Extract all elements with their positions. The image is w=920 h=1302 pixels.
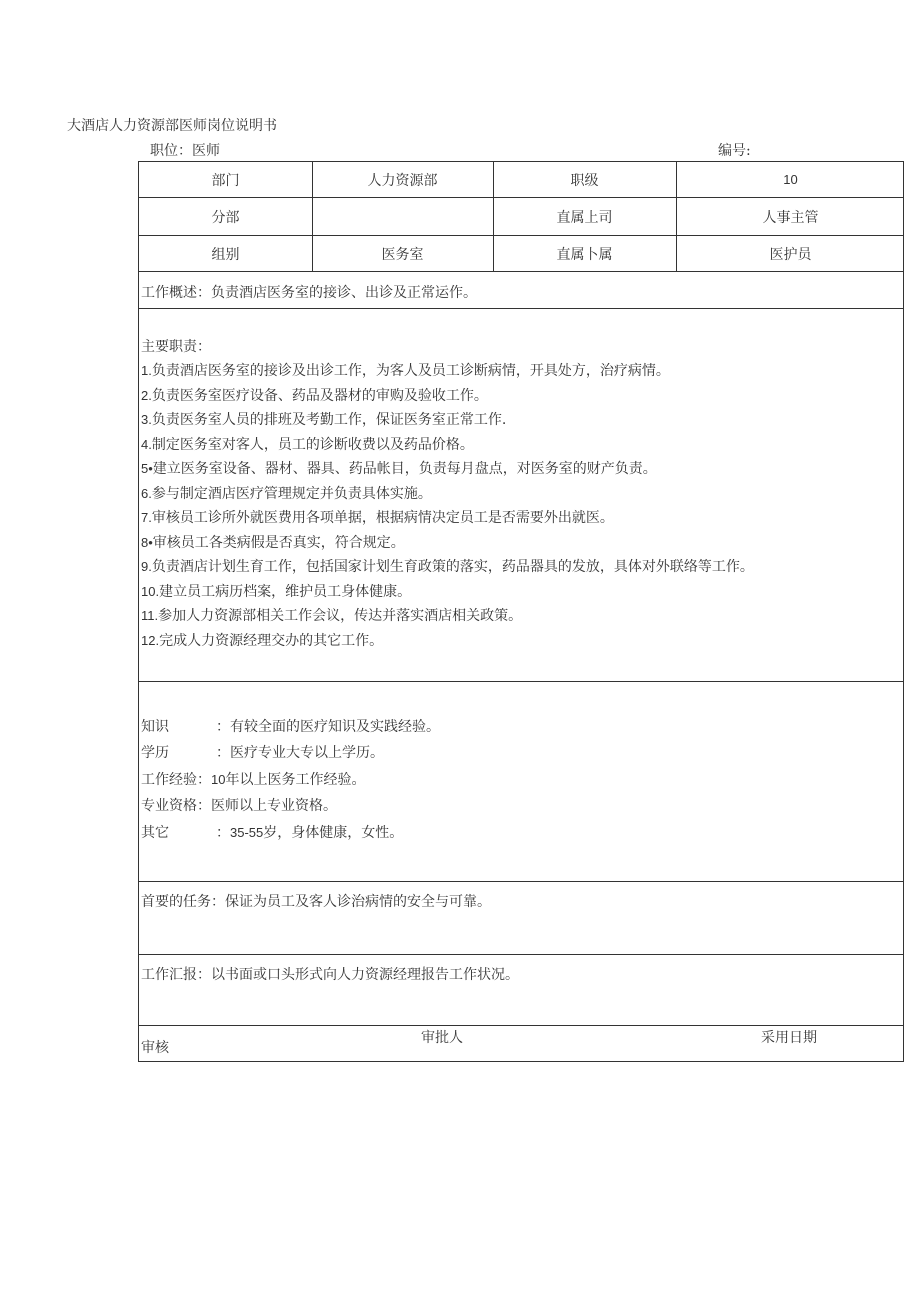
approver-label: 审批人	[421, 1030, 463, 1046]
header-label-subordinate: 直属卜属	[556, 246, 613, 263]
overview-text: 工作概述：负责酒店医务室的接诊、出诊及正常运作。	[141, 285, 477, 301]
position-label: 职位：医师	[150, 143, 220, 159]
duty-item: 12.完成人力资源经理交办的其它工作。	[141, 633, 384, 649]
grid-divider	[676, 162, 677, 272]
duty-item: 4.制定医务室对客人，员工的诊断收费以及药品价格。	[141, 437, 474, 453]
overview-section	[139, 272, 903, 309]
qualification-education: 学历 ：医疗专业大专以上学历。	[141, 745, 384, 761]
adopt-date-label: 采用日期	[761, 1030, 817, 1046]
primary-task-section	[139, 882, 903, 955]
grid-divider	[312, 162, 313, 272]
duty-item: 11.参加人力资源部相关工作会议，传达并落实酒店相关政策。	[141, 608, 523, 624]
document-title: 大酒店人力资源部医师岗位说明书	[67, 118, 277, 134]
signoff-section	[139, 1026, 903, 1063]
grid-divider	[493, 162, 494, 272]
header-value-supervisor: 人事主管	[762, 209, 819, 226]
job-description-table	[138, 161, 904, 1062]
header-label-supervisor: 直属上司	[556, 209, 613, 226]
duty-item: 9.负责酒店计划生育工作，包括国家计划生育政策的落实，药品器具的发放，具体对外联络等工作。	[141, 559, 754, 575]
header-row-division	[139, 198, 903, 236]
review-label: 审核	[141, 1040, 169, 1056]
duty-item: 2.负责医务室医疗设备、药品及器材的审购及验收工作。	[141, 388, 488, 404]
qualification-certification: 专业资格：医师以上专业资格。	[141, 798, 337, 814]
header-value-group: 医务室	[381, 246, 424, 263]
header-row-department	[139, 162, 903, 198]
primary-task-text: 首要的任务：保证为员工及客人诊治病情的安全与可靠。	[141, 894, 491, 910]
duty-item: 10.建立员工病历档案，维护员工身体健康。	[141, 584, 412, 600]
duties-section	[139, 309, 903, 682]
header-value-division	[312, 198, 493, 235]
header-label-grade: 职级	[570, 172, 599, 189]
header-value-subordinate: 医护员	[769, 246, 812, 263]
duty-item: 8•审核员工各类病假是否真实，符合规定。	[141, 535, 405, 551]
qualification-experience: 工作经验：10年以上医务工作经验。	[141, 772, 366, 788]
duty-item: 6.参与制定酒店医疗管理规定并负责具体实施。	[141, 486, 432, 502]
header-label-division: 分部	[211, 209, 240, 226]
header-value-department: 人力资源部	[367, 172, 438, 189]
qualifications-section	[139, 682, 903, 882]
header-value-grade: 10	[783, 172, 798, 187]
header-row-group	[139, 236, 903, 272]
duty-item: 3.负责医务室人员的排班及考勤工作，保证医务室正常工作.	[141, 412, 507, 428]
duty-item: 5•建立医务室设备、器材、器具、药品帐目，负责每月盘点，对医务室的财产负责。	[141, 461, 657, 477]
code-label: 编号:	[718, 143, 751, 159]
header-label-group: 组别	[211, 246, 240, 263]
duties-heading: 主要职责：	[141, 339, 211, 355]
header-label-department: 部门	[211, 172, 240, 189]
reporting-text: 工作汇报：以书面或口头形式向人力资源经理报告工作状况。	[141, 967, 519, 983]
qualification-knowledge: 知识 ：有较全面的医疗知识及实践经验。	[141, 719, 440, 735]
header-grid	[139, 162, 903, 272]
duty-item: 1.负责酒店医务室的接诊及出诊工作，为客人及员工诊断病情，开具处方，治疗病情。	[141, 363, 670, 379]
qualification-other: 其它 ：35-55岁，身体健康，女性。	[141, 825, 404, 841]
reporting-section	[139, 955, 903, 1026]
duty-item: 7.审核员工诊所外就医费用各项单据，根据病情决定员工是否需要外出就医。	[141, 510, 614, 526]
